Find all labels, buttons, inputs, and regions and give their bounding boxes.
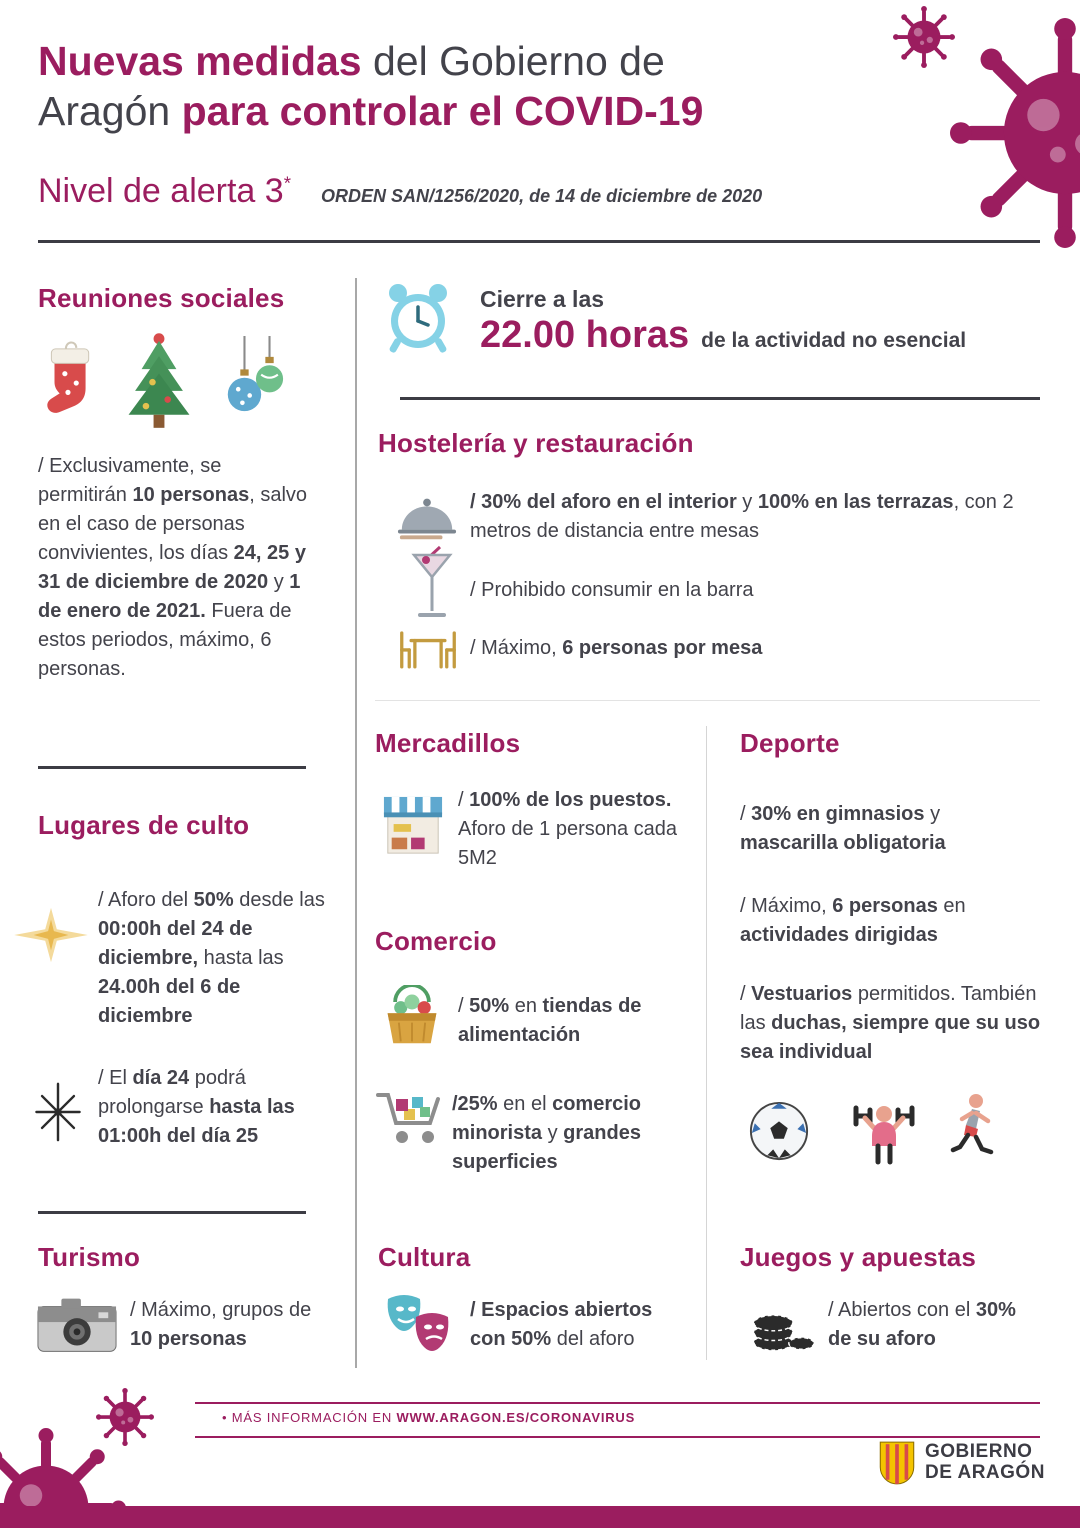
weightlifting-icon (850, 1098, 918, 1168)
section-heading-turismo: Turismo (38, 1242, 141, 1272)
mid-vertical-divider (706, 726, 707, 1360)
comercio-minorista-text: /25% en el comercio minorista y grandes superficies (452, 1093, 642, 1173)
hosteleria-mesa-text: / Máximo, 6 personas por mesa (470, 637, 763, 659)
section-heading-mercadillos: Mercadillos (375, 728, 521, 758)
hosteleria-aforo-text: / 30% del aforo en el interior y 100% en las terrazas, con 2 metros de distancia entre mesas (470, 491, 1014, 542)
left-column-divider (38, 766, 306, 769)
alert-level: Nivel de alerta 3* (38, 172, 291, 210)
theater-masks-icon (382, 1290, 458, 1360)
deporte-vestuarios-text: / Vestuarios permitidos. También las duchas, siempre que su uso sea individual (740, 983, 1041, 1063)
left-column-divider (38, 1211, 306, 1214)
camera-icon (36, 1296, 118, 1354)
page-title: Nuevas medidas del Gobierno de Aragón para controlar el COVID-19 (38, 38, 704, 135)
aragon-shield-icon (878, 1440, 916, 1486)
section-heading-hosteleria: Hostelería y restauración (378, 428, 694, 458)
curfew-time: 22.00 horas (480, 314, 690, 356)
deporte-actividades-text: / Máximo, 6 personas en actividades dirigidas (740, 895, 966, 946)
gobierno-aragon-logo (878, 1440, 1045, 1486)
serving-dish-icon (396, 490, 458, 542)
reuniones-text: / Exclusivamente, se permitirán 10 personas, salvo en el caso de personas convivientes, los días 24, 25 y 31 de diciembre de 2020 y 1 de enero de 2021. Fuera de estos periodos, máximo, 6 personas. (38, 455, 308, 680)
section-heading-cultura: Cultura (378, 1242, 471, 1272)
section-heading-juegos: Juegos y apuestas (740, 1242, 977, 1272)
section-heading-comercio: Comercio (375, 926, 497, 956)
curfew-line1: Cierre a las (480, 286, 605, 312)
christmas-tree-icon (116, 330, 202, 430)
running-icon (942, 1092, 998, 1168)
market-stall-icon (382, 792, 444, 860)
turismo-text: / Máximo, grupos de 10 personas (130, 1299, 312, 1350)
culto-horario-text: / El día 24 podrá prolongarse hasta las 01:00h del día 25 (98, 1067, 295, 1147)
curfew-divider (400, 397, 1040, 400)
gov-logo-line1: GOBIERNO (925, 1441, 1033, 1463)
order-reference: ORDEN SAN/1256/2020, de 14 de diciembre de 2020 (320, 186, 763, 206)
christmas-stocking-icon (40, 338, 98, 426)
deporte-gimnasios-text: / 30% en gimnasios y mascarilla obligatoria (740, 803, 946, 854)
shopping-cart-icon (376, 1086, 448, 1150)
curfew-suffix: de la actividad no esencial (701, 329, 967, 352)
footer-bottom-line (195, 1436, 1040, 1438)
cultura-text: / Espacios abiertos con 50% del aforo (470, 1299, 653, 1350)
section-heading-deporte: Deporte (740, 728, 840, 758)
curfew-line2 (480, 314, 966, 357)
candle-glow-icon (10, 906, 92, 964)
juegos-text: / Abiertos con el 30% de su aforo (828, 1299, 1016, 1350)
alert-level-row (38, 172, 762, 211)
section-heading-reuniones: Reuniones sociales (38, 283, 285, 313)
soccer-ball-icon (748, 1100, 810, 1162)
table-chairs-icon (398, 626, 458, 672)
virus-icon (893, 6, 955, 68)
gov-logo-line2: DE ARAGÓN (925, 1462, 1045, 1483)
section-heading-culto: Lugares de culto (38, 810, 250, 840)
header-divider (38, 240, 1040, 243)
comercio-alimentacion-text: / 50% en tiendas de alimentación (458, 995, 642, 1046)
poker-chips-icon (750, 1294, 816, 1356)
hosteleria-barra-text: / Prohibido consumir en la barra (470, 579, 754, 601)
hosteleria-bottom-divider (375, 700, 1040, 701)
star-icon (28, 1082, 88, 1142)
alarm-clock-icon (382, 280, 454, 358)
cocktail-icon (410, 545, 454, 623)
virus-icon (950, 18, 1080, 248)
more-info-text: • MÁS INFORMACIÓN EN WWW.ARAGON.ES/CORONAVIRUS (222, 1410, 636, 1425)
bottom-accent-bar (0, 1506, 1080, 1528)
mercadillos-text: / 100% de los puestos. Aforo de 1 persona cada 5M2 (458, 789, 678, 869)
grocery-basket-icon (382, 985, 442, 1049)
main-vertical-divider (355, 278, 357, 1368)
footer-top-line (195, 1402, 1040, 1404)
culto-aforo-text: / Aforo del 50% desde las 00:00h del 24 de diciembre, hasta las 24.00h del 6 de diciembre (98, 889, 325, 1027)
ornaments-icon (222, 336, 292, 432)
